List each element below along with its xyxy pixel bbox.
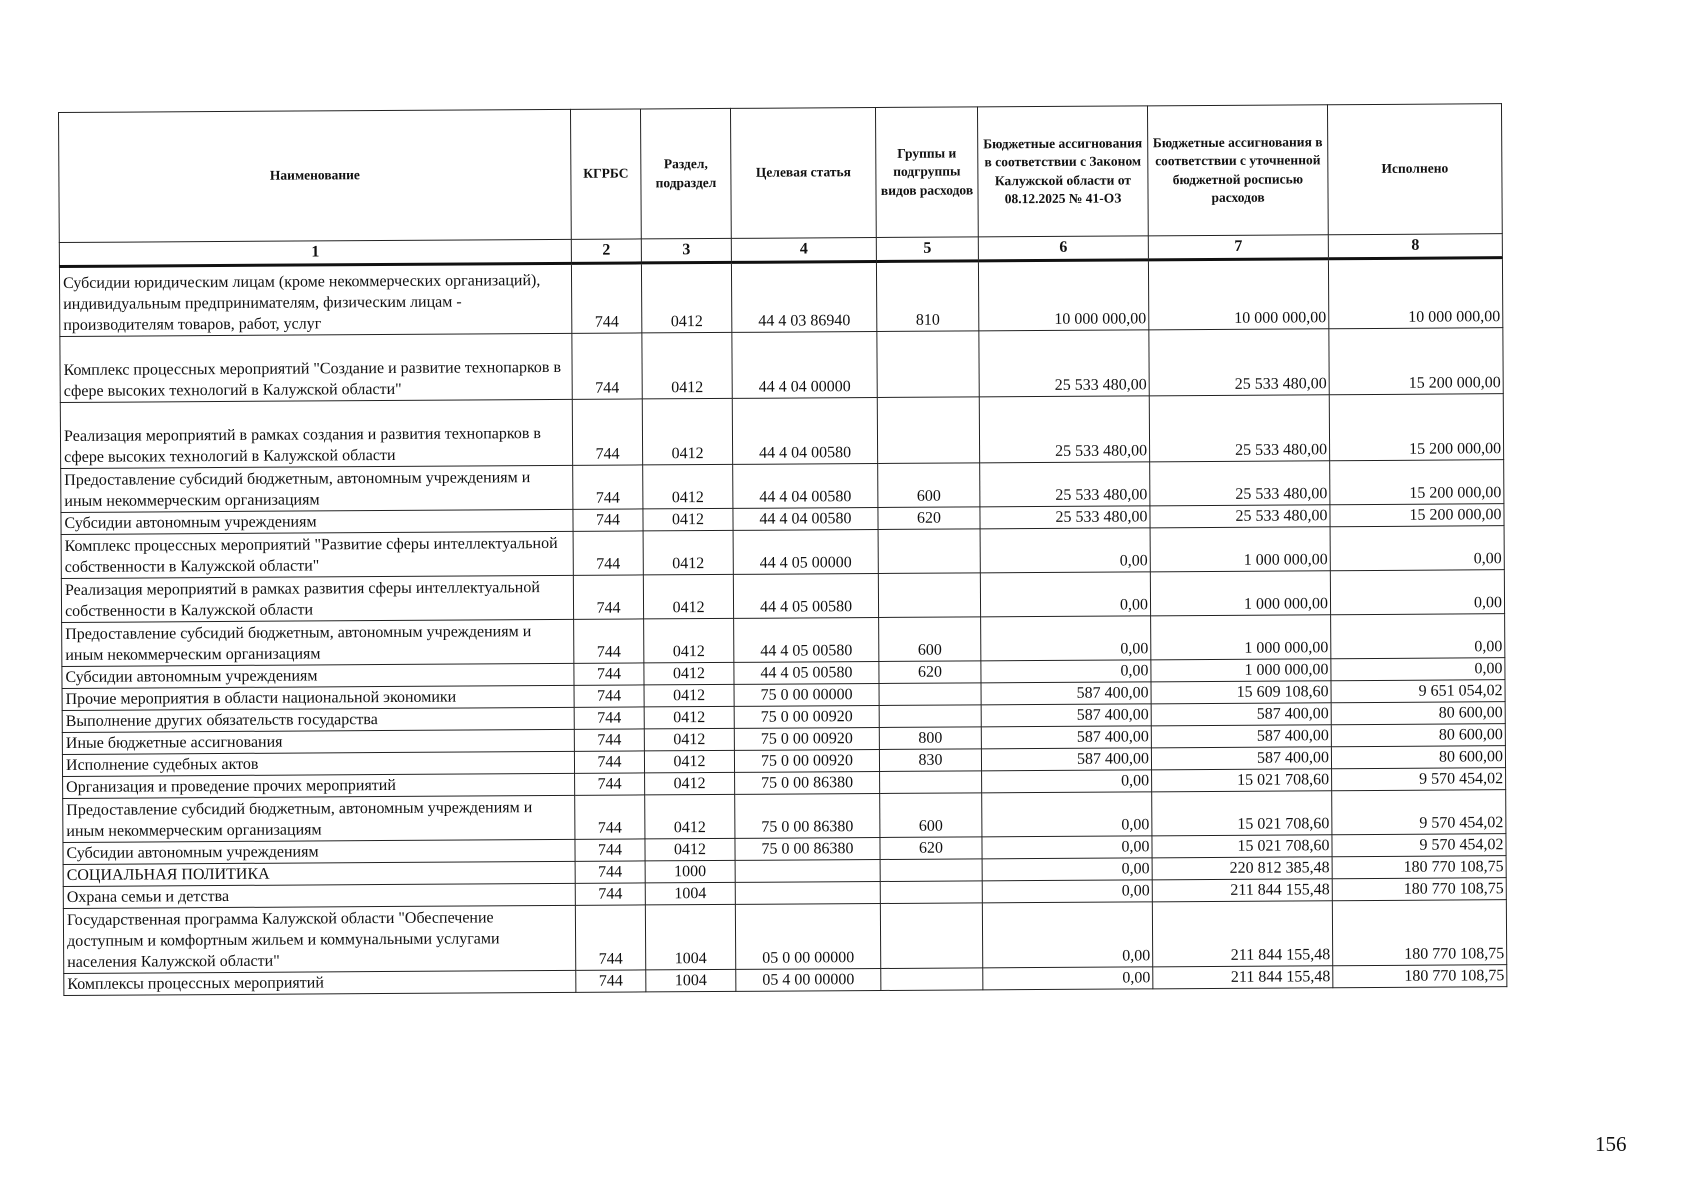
section-cell: 0412: [644, 750, 734, 773]
executed-cell: 0,00: [1331, 657, 1505, 680]
executed-cell: 9 651 054,02: [1331, 679, 1505, 702]
kgrbs-cell: 744: [575, 905, 645, 970]
executed-cell: 0,00: [1330, 569, 1504, 614]
kgrbs-cell: 744: [573, 531, 643, 575]
executed-cell: 9 570 454,02: [1332, 833, 1506, 856]
target-article-cell: 75 0 00 86380: [735, 837, 880, 860]
executed-cell: 80 600,00: [1331, 723, 1505, 746]
row-name-cell: Выполнение других обязательств государства: [62, 707, 574, 732]
column-number: 3: [641, 238, 731, 262]
expense-group-cell: [877, 396, 979, 463]
refined-allocation-cell: 1 000 000,00: [1150, 526, 1330, 571]
executed-cell: 180 770 108,75: [1332, 855, 1506, 878]
expense-group-cell: [878, 528, 980, 573]
target-article-cell: 44 4 04 00580: [733, 507, 878, 530]
row-name-cell: Комплексы процессных мероприятий: [64, 970, 576, 995]
target-article-cell: [735, 881, 880, 904]
section-cell: 0412: [645, 772, 735, 795]
section-cell: 0412: [643, 508, 733, 531]
kgrbs-cell: 744: [575, 773, 645, 795]
law-allocation-cell: 0,00: [981, 659, 1151, 682]
law-allocation-cell: 0,00: [980, 571, 1150, 616]
law-allocation-cell: 0,00: [983, 966, 1153, 989]
refined-allocation-cell: 25 533 480,00: [1149, 328, 1329, 395]
refined-allocation-cell: 10 000 000,00: [1148, 258, 1328, 329]
row-name-cell: Предоставление субсидий бюджетным, автономным учреждениям и иным некоммерческим организациям: [63, 795, 575, 842]
row-name-cell: Комплекс процессных мероприятий "Развитие сферы интеллектуальной собственности в Калужской области": [61, 531, 573, 578]
law-allocation-cell: 0,00: [982, 879, 1152, 902]
expense-group-cell: 620: [880, 836, 982, 859]
law-allocation-cell: 0,00: [982, 769, 1152, 792]
law-allocation-cell: 587 400,00: [981, 703, 1151, 726]
section-cell: 0412: [643, 464, 733, 509]
kgrbs-cell: 744: [575, 861, 645, 883]
target-article-cell: 75 0 00 86380: [735, 793, 880, 838]
law-allocation-cell: 0,00: [982, 857, 1152, 880]
target-article-cell: 44 4 05 00580: [733, 573, 878, 618]
refined-allocation-cell: 25 533 480,00: [1150, 460, 1330, 505]
column-number: 5: [876, 237, 978, 261]
kgrbs-cell: 744: [573, 575, 643, 619]
section-cell: 0412: [644, 662, 734, 685]
column-number: 7: [1148, 235, 1328, 260]
law-allocation-cell: 587 400,00: [981, 725, 1151, 748]
kgrbs-cell: 744: [572, 399, 642, 465]
row-name-cell: Организация и проведение прочих мероприятий: [63, 773, 575, 798]
row-name-cell: Реализация мероприятий в рамках создания и развития технопарков в сфере высоких технологий в Калужской области: [60, 399, 572, 468]
law-allocation-cell: 25 533 480,00: [980, 505, 1150, 528]
executed-cell: 180 770 108,75: [1332, 877, 1506, 900]
expense-group-cell: [877, 330, 979, 397]
target-article-cell: 75 0 00 00920: [734, 705, 879, 728]
section-cell: 1004: [646, 969, 736, 992]
kgrbs-cell: 744: [573, 509, 643, 531]
kgrbs-cell: 744: [571, 263, 641, 333]
row-name-cell: Прочие мероприятия в области национальной экономики: [62, 685, 574, 710]
refined-allocation-cell: 15 021 708,60: [1152, 768, 1332, 791]
refined-allocation-cell: 220 812 385,48: [1152, 856, 1332, 879]
refined-allocation-cell: 587 400,00: [1151, 724, 1331, 747]
expense-group-cell: 600: [879, 616, 981, 661]
row-name-cell: Комплекс процессных мероприятий "Создание и развитие технопарков в сфере высоких технологий в Калужской области": [60, 333, 572, 402]
law-allocation-cell: 0,00: [982, 835, 1152, 858]
target-article-cell: 44 4 04 00580: [732, 397, 877, 464]
section-cell: 0412: [644, 728, 734, 751]
section-cell: 1000: [645, 860, 735, 883]
target-article-cell: 44 4 04 00000: [732, 331, 877, 398]
expense-group-cell: [880, 858, 982, 881]
executed-cell: 9 570 454,02: [1332, 767, 1506, 790]
row-name-cell: Иные бюджетные ассигнования: [62, 729, 574, 754]
target-article-cell: 05 0 00 00000: [735, 903, 880, 969]
table-row: [60, 393, 1503, 468]
expense-group-cell: 620: [879, 660, 981, 683]
row-name-cell: Предоставление субсидий бюджетным, автономным учреждениям и иным некоммерческим организациям: [61, 465, 573, 512]
expense-group-cell: 600: [880, 792, 982, 837]
law-allocation-cell: 587 400,00: [981, 681, 1151, 704]
row-name-cell: Субсидии автономным учреждениям: [62, 663, 574, 688]
expense-group-cell: 620: [878, 506, 980, 529]
expense-group-cell: [878, 572, 980, 617]
expense-group-cell: [881, 967, 983, 990]
executed-cell: 80 600,00: [1331, 701, 1505, 724]
col-header-executed: Исполнено: [1327, 104, 1502, 235]
refined-allocation-cell: 15 021 708,60: [1152, 790, 1332, 835]
target-article-cell: 05 4 00 00000: [736, 968, 881, 991]
row-name-cell: Субсидии автономным учреждениям: [61, 509, 573, 534]
kgrbs-cell: 744: [573, 465, 643, 509]
refined-allocation-cell: 25 533 480,00: [1149, 394, 1329, 461]
column-number: 1: [59, 239, 571, 266]
executed-cell: 15 200 000,00: [1330, 503, 1504, 526]
kgrbs-cell: 744: [574, 663, 644, 685]
refined-allocation-cell: 15 609 108,60: [1151, 680, 1331, 703]
law-allocation-cell: 10 000 000,00: [978, 259, 1148, 330]
section-cell: 1004: [645, 904, 735, 970]
section-cell: 1004: [645, 882, 735, 905]
section-cell: 0412: [644, 684, 734, 707]
kgrbs-cell: 744: [574, 619, 644, 663]
row-name-cell: Исполнение судебных актов: [62, 751, 574, 776]
target-article-cell: 44 4 04 00580: [733, 463, 878, 508]
target-article-cell: 44 4 05 00580: [734, 661, 879, 684]
section-cell: 0412: [641, 262, 731, 333]
col-header-target: Целевая статья: [730, 108, 876, 239]
executed-cell: 15 200 000,00: [1330, 459, 1504, 504]
executed-cell: 80 600,00: [1331, 745, 1505, 768]
row-name-cell: Субсидии автономным учреждениям: [63, 839, 575, 864]
kgrbs-cell: 744: [575, 883, 645, 905]
executed-cell: 15 200 000,00: [1329, 327, 1503, 394]
kgrbs-cell: 744: [574, 707, 644, 729]
section-cell: 0412: [645, 838, 735, 861]
executed-cell: 180 770 108,75: [1333, 964, 1507, 987]
law-allocation-cell: 25 533 480,00: [980, 461, 1150, 506]
expense-group-cell: [879, 704, 981, 727]
column-number: 8: [1328, 234, 1502, 259]
column-number: 2: [571, 239, 641, 263]
kgrbs-cell: 744: [576, 970, 646, 992]
law-allocation-cell: 0,00: [982, 901, 1152, 967]
row-name-cell: Предоставление субсидий бюджетным, автономным учреждениям и иным некоммерческим организациям: [62, 619, 574, 666]
expense-group-cell: [880, 770, 982, 793]
target-article-cell: 75 0 00 00920: [734, 727, 879, 750]
col-header-refined: Бюджетные ассигнования в соответствии с уточненной бюджетной росписью расходов: [1147, 105, 1328, 236]
target-article-cell: 75 0 00 00000: [734, 683, 879, 706]
target-article-cell: [735, 859, 880, 882]
table-row: [59, 257, 1502, 336]
section-cell: 0412: [644, 706, 734, 729]
col-header-name: Наименование: [59, 109, 572, 242]
executed-cell: 10 000 000,00: [1328, 257, 1502, 328]
row-name-cell: Государственная программа Калужской области "Обеспечение доступным и комфортным жильем и коммунальными услугами населения Калужской области": [63, 905, 575, 973]
kgrbs-cell: 744: [574, 685, 644, 707]
row-name-cell: Охрана семьи и детства: [63, 883, 575, 908]
executed-cell: 9 570 454,02: [1332, 789, 1506, 834]
expense-group-cell: 830: [879, 748, 981, 771]
law-allocation-cell: 587 400,00: [981, 747, 1151, 770]
kgrbs-cell: 744: [575, 795, 645, 839]
law-allocation-cell: 25 533 480,00: [979, 395, 1149, 462]
kgrbs-cell: 744: [572, 333, 642, 399]
kgrbs-cell: 744: [575, 839, 645, 861]
target-article-cell: 44 4 05 00000: [733, 529, 878, 574]
section-cell: 0412: [642, 398, 732, 465]
kgrbs-cell: 744: [574, 751, 644, 773]
col-header-section: Раздел, подраздел: [640, 108, 731, 239]
refined-allocation-cell: 15 021 708,60: [1152, 834, 1332, 857]
col-header-groups: Группы и подгруппы видов расходов: [875, 107, 978, 238]
refined-allocation-cell: 211 844 155,48: [1152, 900, 1332, 966]
page-number: 156: [1595, 1132, 1627, 1156]
target-article-cell: 75 0 00 86380: [735, 771, 880, 794]
table-row: [60, 327, 1503, 402]
header-row: [59, 104, 1503, 243]
row-name-cell: СОЦИАЛЬНАЯ ПОЛИТИКА: [63, 861, 575, 886]
law-allocation-cell: 0,00: [981, 615, 1151, 660]
refined-allocation-cell: 1 000 000,00: [1151, 658, 1331, 681]
section-cell: 0412: [643, 574, 733, 619]
law-allocation-cell: 0,00: [980, 527, 1150, 572]
row-name-cell: Субсидии юридическим лицам (кроме некоммерческих организаций), индивидуальным предпринимателям, физическим лицам - производителям товаров, работ, услуг: [59, 263, 571, 336]
expense-group-cell: [880, 880, 982, 903]
executed-cell: 15 200 000,00: [1329, 393, 1503, 460]
target-article-cell: 44 4 05 00580: [734, 617, 879, 662]
executed-cell: 0,00: [1331, 613, 1505, 658]
table-row: [63, 899, 1506, 973]
refined-allocation-cell: 587 400,00: [1151, 746, 1331, 769]
expense-group-cell: [879, 682, 981, 705]
column-number: 6: [978, 236, 1148, 261]
column-number: 4: [731, 238, 876, 262]
target-article-cell: 75 0 00 00920: [734, 749, 879, 772]
section-cell: 0412: [645, 794, 735, 839]
expense-group-cell: 810: [876, 260, 978, 331]
expense-group-cell: 800: [879, 726, 981, 749]
col-header-kgrbs: КГРБС: [570, 109, 641, 239]
expense-group-cell: 600: [878, 462, 980, 507]
section-cell: 0412: [642, 332, 732, 399]
refined-allocation-cell: 1 000 000,00: [1151, 614, 1331, 659]
law-allocation-cell: 25 533 480,00: [979, 329, 1149, 396]
section-cell: 0412: [643, 530, 733, 575]
col-header-law: Бюджетные ассигнования в соответствии с Законом Калужской области от 08.12.2025 № 41-ОЗ: [977, 106, 1148, 237]
kgrbs-cell: 744: [574, 729, 644, 751]
law-allocation-cell: 0,00: [982, 791, 1152, 836]
refined-allocation-cell: 211 844 155,48: [1152, 878, 1332, 901]
section-cell: 0412: [644, 618, 734, 663]
refined-allocation-cell: 587 400,00: [1151, 702, 1331, 725]
executed-cell: 0,00: [1330, 525, 1504, 570]
refined-allocation-cell: 25 533 480,00: [1150, 504, 1330, 527]
refined-allocation-cell: 211 844 155,48: [1153, 965, 1333, 988]
executed-cell: 180 770 108,75: [1332, 899, 1506, 965]
target-article-cell: 44 4 03 86940: [731, 261, 876, 332]
budget-table: [58, 103, 1507, 995]
row-name-cell: Реализация мероприятий в рамках развития сферы интеллектуальной собственности в Калужской области: [61, 575, 573, 622]
refined-allocation-cell: 1 000 000,00: [1150, 570, 1330, 615]
expense-group-cell: [880, 902, 982, 968]
